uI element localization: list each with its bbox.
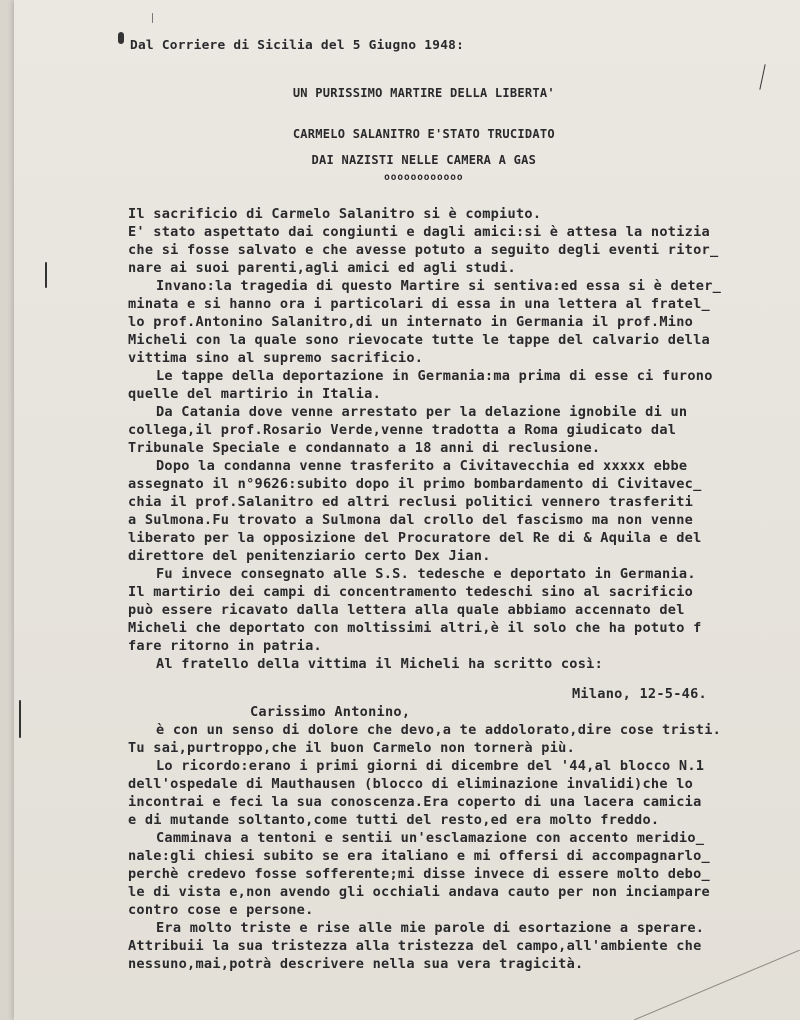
letter-line: nale:gli chiesi subito se era italiano e mi offersi di accompagnarlo_	[128, 848, 710, 864]
body-line: che si fosse salvato e che avesse potuto a seguito degli eventi ritor_	[128, 242, 719, 258]
body-line: Micheli con la quale sono rievocate tutte le tappe del calvario della	[128, 332, 710, 348]
letter-line: incontrai e feci la sua conoscenza.Era coperto di una lacera camicia	[128, 794, 702, 810]
source-line: Dal Corriere di Sicilia del 5 Giugno 1948:	[130, 38, 465, 53]
headline: UN PURISSIMO MARTIRE DELLA LIBERTA'	[292, 86, 555, 101]
body-line: Il sacrificio di Carmelo Salanitro si è compiuto.	[128, 206, 542, 222]
punch-mark	[118, 32, 124, 44]
letter-line: contro cose e persone.	[128, 902, 314, 918]
body-line: direttore del penitenziario certo Dex Jian.	[128, 548, 491, 564]
letter-line: Lo ricordo:erano i primi giorni di dicembre del '44,al blocco N.1	[156, 758, 705, 774]
body-line: Le tappe della deportazione in Germania:ma prima di esse ci furono	[156, 368, 713, 384]
body-line: Tribunale Speciale e condannato a 18 anni di reclusione.	[128, 440, 601, 456]
body-line: Al fratello della vittima il Micheli ha scritto così:	[156, 656, 604, 672]
letter-dateline: Milano, 12-5-46.	[572, 686, 707, 702]
letter-line: Attribuii la sua tristezza alla tristezza del campo,all'ambiente che	[128, 938, 702, 954]
margin-mark-1	[45, 262, 47, 288]
body-line: Micheli che deportato con moltissimi altri,è il solo che ha potuto f	[128, 620, 702, 636]
margin-mark-2	[19, 700, 21, 738]
body-line: lo prof.Antonino Salanitro,di un internato in Germania il prof.Mino	[128, 314, 694, 330]
body-line: fare ritorno in patria.	[128, 638, 322, 654]
body-line: Invano:la tragedia di questo Martire si sentiva:ed essa si è deter_	[156, 278, 722, 294]
ornament-divider: oooooooooooo	[384, 172, 464, 183]
letter-line: perchè credevo fosse sofferente;mi disse invece di essere molto debo_	[128, 866, 710, 882]
body-line: Fu invece consegnato alle S.S. tedesche e deportato in Germania.	[156, 566, 696, 582]
corner-tick	[152, 13, 153, 23]
body-line: quelle del martirio in Italia.	[128, 386, 382, 402]
letter-line: e di mutande soltanto,come tutti del resto,ed era molto freddo.	[128, 812, 660, 828]
body-line: Il martirio dei campi di concentramento tedeschi sino al sacrificio	[128, 584, 694, 600]
subheadline-2: DAI NAZISTI NELLE CAMERA A GAS	[311, 153, 537, 168]
letter-salutation: Carissimo Antonino,	[250, 704, 411, 720]
letter-line: Era molto triste e rise alle mie parole di esortazione a sperare.	[156, 920, 705, 936]
subheadline-1: CARMELO SALANITRO E'STATO TRUCIDATO	[292, 127, 555, 142]
body-line: collega,il prof.Rosario Verde,venne tradotta a Roma giudicato dal	[128, 422, 677, 438]
letter-line: è con un senso di dolore che devo,a te addolorato,dire cose tristi.	[156, 722, 722, 738]
document-page	[14, 0, 800, 1020]
body-line: può essere ricavato dalla lettera alla quale abbiamo accennato del	[128, 602, 685, 618]
body-line: liberato per la opposizione del Procuratore del Re di & Aquila e del	[128, 530, 702, 546]
letter-line: le di vista e,non avendo gli occhiali andava cauto per non inciampare	[128, 884, 710, 900]
body-line: minata e si hanno ora i particolari di essa in una lettera al fratel_	[128, 296, 710, 312]
fold-crease	[634, 950, 800, 1020]
body-line: Da Catania dove venne arrestato per la delazione ignobile di un	[156, 404, 688, 420]
body-line: E' stato aspettato dai congiunti e dagli amici:si è attesa la notizia	[128, 224, 710, 240]
body-line: assegnato il n°9626:subito dopo il primo bombardamento di Civitavec_	[128, 476, 702, 492]
letter-line: Camminava a tentoni e sentii un'esclamazione con accento meridio_	[156, 830, 705, 846]
body-line: a Sulmona.Fu trovato a Sulmona dal crollo del fascismo ma non venne	[128, 512, 694, 528]
letter-line: dell'ospedale di Mauthausen (blocco di eliminazione invalidi)che lo	[128, 776, 694, 792]
letter-line: nessuno,mai,potrà descrivere nella sua vera tragicità.	[128, 956, 584, 972]
body-line: Dopo la condanna venne trasferito a Civitavecchia ed xxxxx ebbe	[156, 458, 688, 474]
letter-line: Tu sai,purtroppo,che il buon Carmelo non tornerà più.	[128, 740, 576, 756]
body-line: vittima sino al supremo sacrificio.	[128, 350, 424, 366]
body-line: chia il prof.Salanitro ed altri reclusi politici vennero trasferiti	[128, 494, 694, 510]
body-line: nare ai suoi parenti,agli amici ed agli studi.	[128, 260, 516, 276]
